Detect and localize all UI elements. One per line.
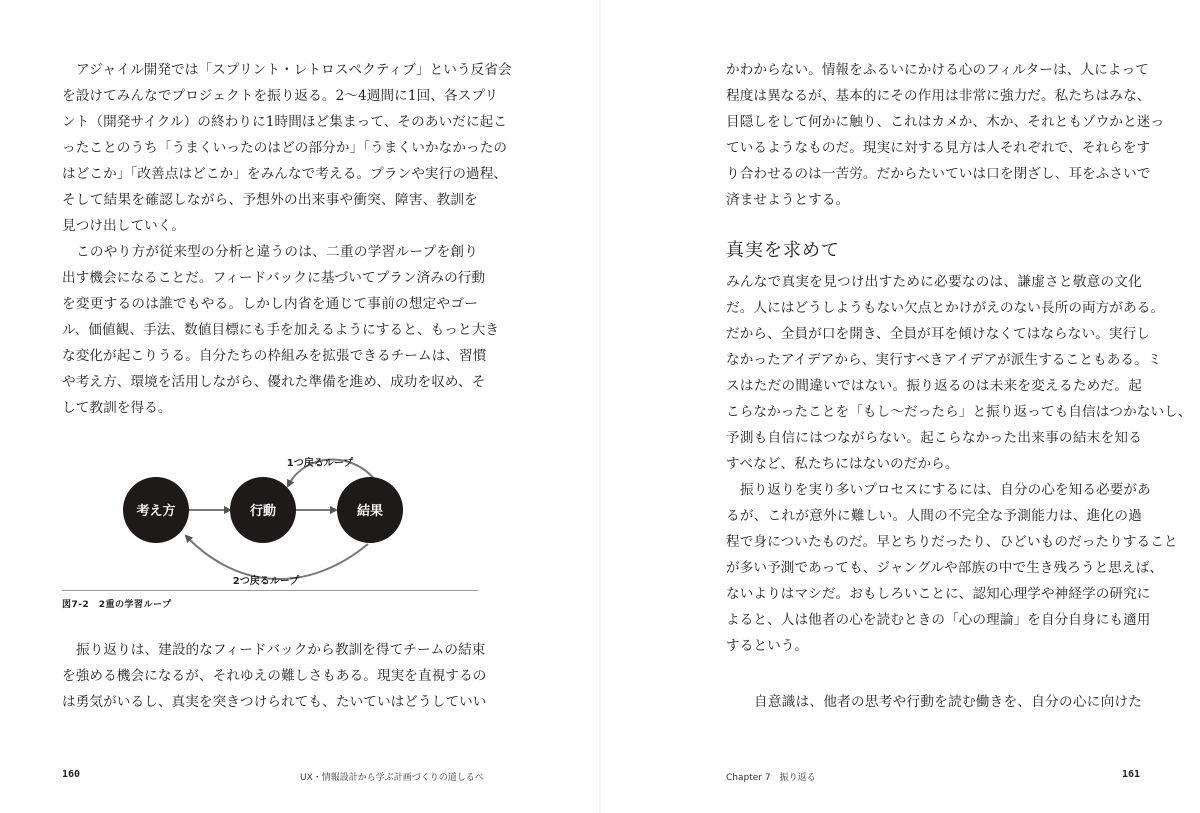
figure-caption: 図7-2 2重の学習ループ (62, 600, 172, 610)
running-title: UX・情報設計から学ぶ計画づくりの道しるべ (300, 773, 484, 783)
text-line: するという。 (726, 638, 809, 654)
text-line: は勇気がいるし、真実を突きつけられても、たいていはどうしていい (62, 694, 487, 710)
text-line: ないよりはマシだ。おもしろいことに、認知心理学や神経学の研究に (726, 586, 1151, 602)
text-line: 振り返りを実り多いプロセスにするには、自分の心を知る必要があ (740, 482, 1151, 498)
text-line: よると、人は他者の心を読むときの「心の理論」を自分自身にも適用 (726, 612, 1151, 628)
text-line: そして結果を確認しながら、予想外の出来事や衝突、障害、教訓を (62, 192, 478, 208)
text-line: かわからない。情報をふるいにかける心のフィルターは、人によって (726, 62, 1149, 78)
loop-2-arrow (186, 536, 368, 579)
loop-2-label: 2つ戻るループ (232, 576, 300, 587)
text-line: こらなかったことを「もし〜だったら」と振り返っても自信はつかないし、 (726, 404, 1192, 420)
text-line: なかったアイデアから、実行すべきアイデアが派生することもある。ミ (726, 352, 1162, 368)
text-line: ル、価値観、手法、数値目標にも手を加えるようにすると、もっと大き (62, 322, 500, 338)
text-line: 済ませようとする。 (726, 192, 850, 208)
text-line: みんなで真実を見つけ出すために必要なのは、謙虚さと敬意の文化 (726, 274, 1142, 290)
text-line: を設けてみんなでプロジェクトを振り返る。2〜4週間に1回、各スプリ (62, 88, 499, 104)
text-line: このやり方が従来型の分析と違うのは、二重の学習ループを創り (76, 244, 478, 260)
text-line: を変更するのは誰でもやる。しかし内省を通じて事前の想定やゴー (62, 296, 478, 312)
text-line: だ。人にはどうしようもない欠点とかけがえのない長所の両方がある。 (726, 300, 1165, 316)
text-line: 予測も自信にはつながらない。起こらなかった出来事の結末を知る (726, 430, 1142, 446)
text-line: ント（開発サイクル）の終わりに1時間ほど集まって、そのあいだに起こ (62, 114, 508, 130)
action-label: 行動 (249, 504, 277, 519)
text-line: だから、全員が口を開き、全員が耳を傾けなくてはならない。実行し (726, 326, 1150, 342)
text-line: スはただの間違いではない。振り返るのは未来を変えるためだ。起 (726, 378, 1142, 394)
text-line: 程で身についたものだ。早とちりだったり、ひどいものだったりすること (726, 534, 1178, 550)
text-line: すべなど、私たちにはないのだから。 (726, 456, 959, 472)
text-line: 見つけ出していく。 (62, 218, 185, 234)
mindset-label: 考え方 (136, 504, 176, 519)
text-line: るが、これが意外に難しい。人間の不完全な予測能力は、進化の過 (726, 508, 1142, 524)
text-line: アジャイル開発では「スプリント・レトロスペクティブ」という反省会 (76, 62, 512, 78)
text-line: が多い予測であっても、ジャングルや部族の中で生き残ろうと思えば、 (726, 560, 1164, 576)
text-line: 目隠しをして何かに触り、これはカメか、木か、それともゾウかと迷っ (726, 114, 1165, 130)
text-line: 振り返りは、建設的なフィードバックから教訓を得てチームの結束 (76, 642, 486, 658)
page-number-left: 160 (62, 769, 81, 780)
section-heading: 真実を求めて (726, 240, 840, 261)
text-line: ったことのうち「うまくいったのはどの部分か」「うまくいかなかったの (62, 140, 508, 156)
loop-1-label: 1つ戻るループ (286, 458, 354, 469)
double-loop-learning-diagram (110, 452, 440, 590)
chapter-label: Chapter 7 振り返る (726, 773, 816, 783)
text-line: 出す機会になることだ。フィードバックに基づいてプラン済みの行動 (62, 270, 486, 286)
text-line: して教訓を得る。 (62, 400, 172, 416)
figure-divider (62, 590, 478, 591)
text-line: り合わせるのは一苦労。だからたいていは口を閉ざし、耳をふさいで (726, 166, 1151, 182)
right-page (600, 0, 1200, 813)
text-line: ているようなものだ。現実に対する見方は人それぞれで、それらをす (726, 140, 1151, 156)
text-line: な変化が起こりうる。自分たちの枠組みを拡張できるチームは、習慣 (62, 348, 487, 364)
text-line: や考え方、環境を活用しながら、優れた準備を進め、成功を収め、そ (62, 374, 486, 390)
text-line: を強める機会になるが、それゆえの難しさもある。現実を直視するの (62, 668, 487, 684)
text-line: はどこか」「改善点はどこか」をみんなで考える。プランや実行の過程、 (62, 166, 508, 182)
text-line: 自意識は、他者の思考や行動を読む働きを、自分の心に向けた (754, 694, 1142, 710)
page-number-right: 161 (1122, 769, 1141, 780)
text-line: 程度は異なるが、基本的にその作用は非常に強力だ。私たちはみな、 (726, 88, 1151, 104)
result-label: 結果 (356, 504, 384, 519)
